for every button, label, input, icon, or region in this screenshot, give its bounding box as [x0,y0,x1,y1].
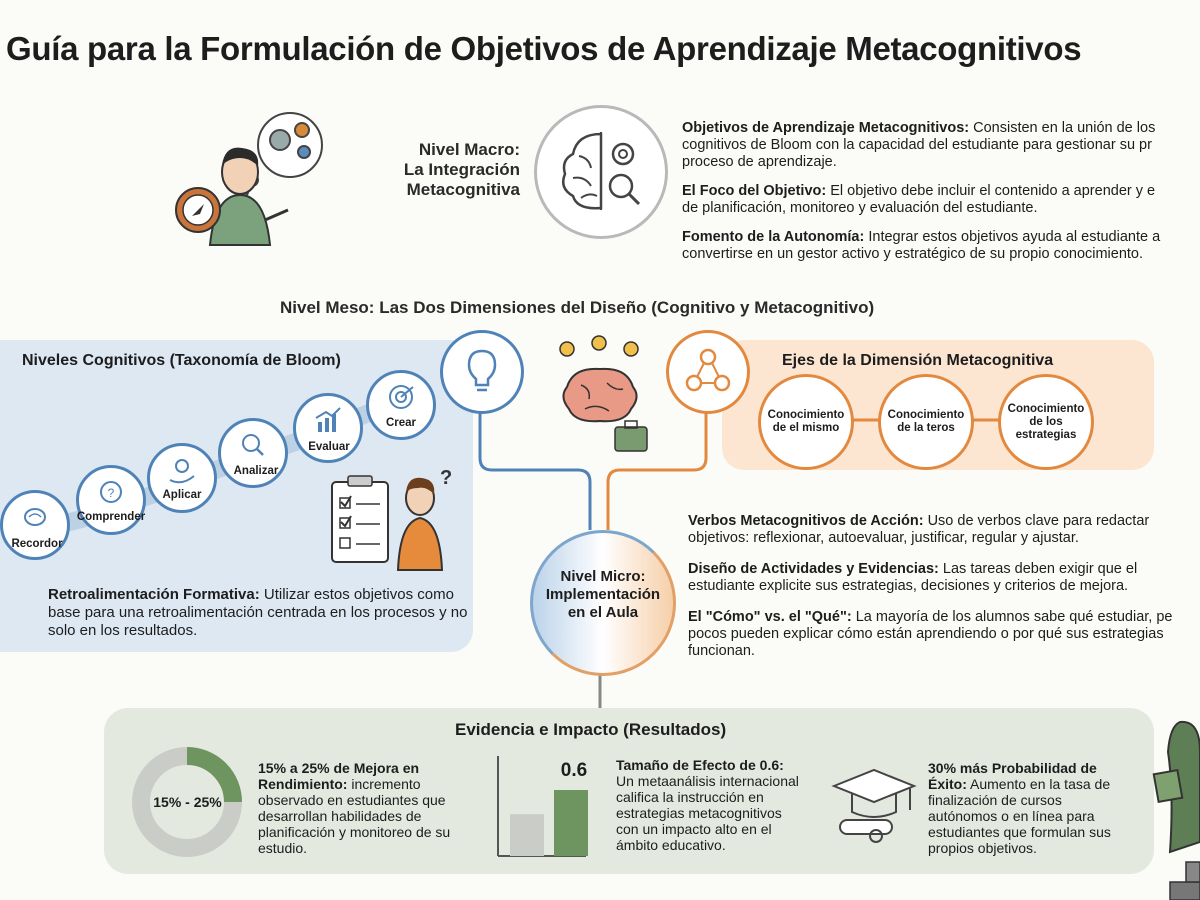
bloom-label-understand: Comprender [76,511,146,523]
bloom-level-apply [147,443,217,513]
evidence-item-performance: 15% a 25% de Mejora en Rendimiento: incremento observado en estudiantes que desarrollan habilidades de planificación y monitoreo de su estudio. [258,760,451,856]
axis-self-knowledge: Conocimiento de el mismo [758,374,854,470]
macro-level-title: Nivel Macro: La Integración Metacognitiva [403,140,520,199]
bloom-level-analyze [218,418,288,488]
brain-icon [545,333,655,463]
bulbs-icon [560,336,638,356]
bloom-level-understand [76,465,146,535]
bar-baseline [510,814,544,856]
book-icon [1154,770,1182,802]
climbing-person-illustration [1140,712,1200,900]
micro-level-title: Nivel Micro: Implementación en el Aula [545,568,661,621]
micro-item: El "Cómo" vs. el "Qué": La mayoría de los alumnos sabe qué estudiar, pe pocos pueden explicar cómo están aprendiendo o por qué sus estrategias funcionan. [688,609,1173,659]
donut-label: 15% - 25% [153,794,222,810]
page-title: Guía para la Formulación de Objetivos de Aprendizaje Metacognitivos [6,30,1082,67]
evidence-item-effect-size: Tamaño de Efecto de 0.6: Un metaanálisis internacional califica la instrucción en estrategias metacognitivos con un impacto alto en el ámbito educativo. [616,757,799,853]
compass-icon [176,188,220,232]
person-thinking-illustration [170,100,350,270]
person-checklist-illustration [328,462,468,572]
bloom-label-evaluate: Evaluar [308,441,350,453]
cognitive-panel-title: Niveles Cognitivos (Taxonomía de Bloom) [22,352,341,369]
macro-item: El Foco del Objetivo: El objetivo debe incluir el contenido a aprender y e de planificación, monitoreo y evaluación del estudiante. [682,183,1156,216]
axis-task-knowledge: Conocimiento de la teros [878,374,974,470]
graduation-cap-icon [826,760,922,846]
briefcase-icon [615,427,647,451]
macro-description [682,120,1200,275]
evidence-title: Evidencia e Impacto (Resultados) [455,720,727,739]
macro-item: Fomento de la Autonomía: Integrar estos objetivos ayuda al estudiante a convertirse en un gestor activo y estratégico de su propio conocimiento. [682,229,1161,262]
brain-search-icon [534,105,668,239]
effect-size-value: 0.6 [560,760,588,781]
micro-item: Verbos Metacognitivos de Acción: Uso de verbos clave para redactar objetivos: reflexionar, autoevaluar, justificar, regular y ajustar. [688,513,1150,546]
formative-feedback-text: Retroalimentación Formativa: Utilizar estos objetivos como base para una retroalimentación centrada en los procesos y no solo en los resultados. [48,586,468,639]
evidence-item-success: 30% más Probabilidad de Éxito: Aumento en la tasa de finalización de cursos autónomos o en línea para estudiantes que formulan sus propios objetivos. [928,760,1111,856]
bloom-label-create: Crear [385,417,417,429]
bloom-label-remember: Recordor [11,538,63,550]
lightbulb-icon [440,330,524,414]
bloom-label-analyze: Analizar [233,465,279,477]
bar-effect [554,790,588,856]
meso-level-title: Nivel Meso: Las Dos Dimensiones del Diseño (Cognitivo y Metacognitivo) [280,298,875,317]
bloom-level-create [366,370,436,440]
metacognitive-panel-title: Ejes de la Dimensión Metacognitiva [782,352,1054,369]
bloom-label-apply: Aplicar [162,489,202,501]
network-icon [666,330,750,414]
axis-strategy-knowledge: Conocimiento de los estrategias [998,374,1094,470]
micro-description [688,513,1200,674]
micro-item: Diseño de Actividades y Evidencias: Las tareas deben exigir que el estudiante explicite sus estrategias, decisiones y criterios de mejora. [688,561,1138,594]
svg-text:?: ? [107,486,115,500]
diploma-icon [840,820,892,834]
macro-item: Objetivos de Aprendizaje Metacognitivos: Consisten en la unión de los cognitivos de Bloom con la capacidad del estudiante para gestionar su pr proceso de aprendizaje. [682,120,1156,170]
svg-text:?: ? [440,467,453,489]
